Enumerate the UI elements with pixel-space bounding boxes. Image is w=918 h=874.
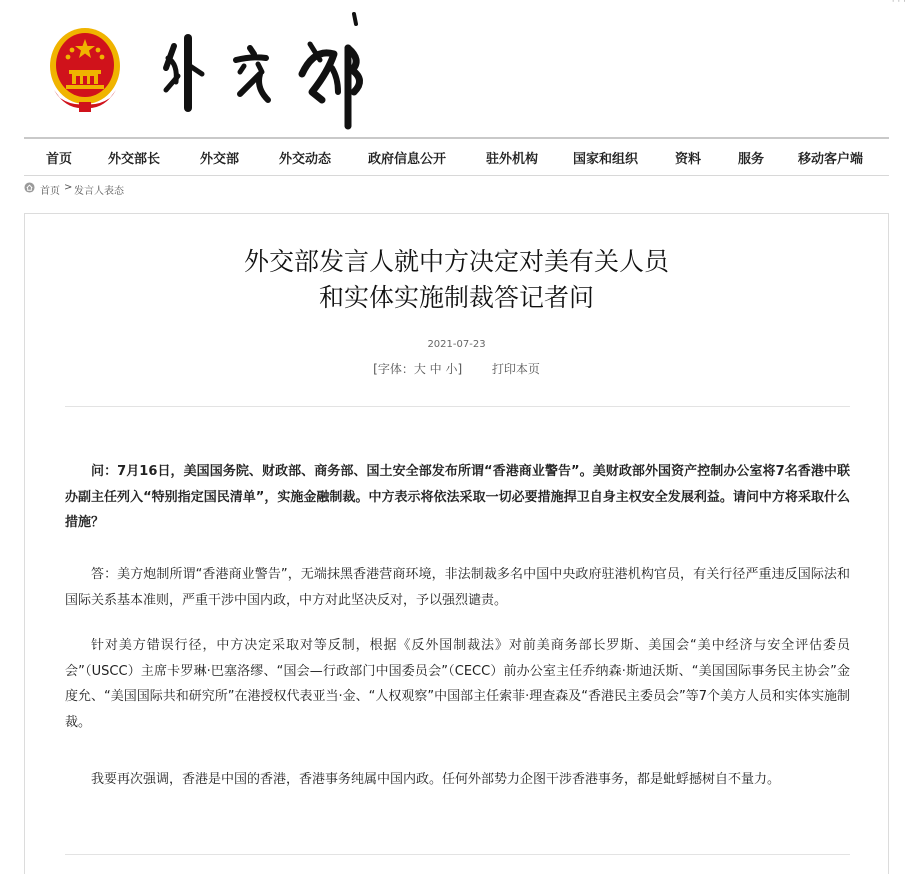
nav-item-gov-info[interactable]: 政府信息公开	[368, 152, 447, 167]
nav-item-diplomatic-news[interactable]: 外交动态	[279, 152, 332, 167]
article-title-line-2: 和实体实施制裁答记者问	[318, 283, 594, 312]
nav-item-home[interactable]: 首页	[46, 152, 73, 167]
site-name-text: 外交部	[152, 8, 155, 9]
article-answer-paragraph: 答：美方炮制所谓“香港商业警告”，无端抹黑香港营商环境，非法制裁多名中国中央政府驻港机构官员，有关行径严重违反国际法和国际关系基本准则，严重干涉中国内政，中方对此坚决反对，予以强烈谴责。	[65, 567, 850, 608]
divider-bottom	[65, 854, 850, 855]
top-utility-links[interactable]: · · ·	[891, 0, 906, 7]
nav-item-countries[interactable]: 国家和组织	[573, 152, 639, 167]
site-header	[0, 0, 918, 135]
article-countermeasure-paragraph: 针对美方错误行径，中方决定采取对等反制，根据《反外国制裁法》对前美商务部长罗斯、美国会“美中经济与安全评估委员会”（USCC）主席卡罗琳·巴塞洛缪、“国会—行政部门中国委员会”（CECC）前办公室主任乔纳森·斯迪沃斯、“美国国际事务民主协会”金度允、“美国国际共和研究所”在港授权代表亚当·金、“人权观察”中国部主任索菲·理查森及“香港民主委员会”等7个美方人员和实体实施制裁。	[65, 638, 850, 730]
article-title	[25, 244, 888, 316]
site-logo-calligraphy[interactable]	[152, 8, 402, 134]
nav-item-minister[interactable]: 外交部长	[108, 152, 161, 167]
nav-item-resources[interactable]: 资料	[675, 152, 702, 167]
calligraphy-logo-icon	[152, 8, 402, 134]
article-panel	[24, 213, 889, 874]
nav-item-mobile-client[interactable]: 移动客户端	[798, 152, 864, 167]
article-closing-paragraph: 我要再次强调，香港是中国的香港，香港事务纯属中国内政。任何外部势力企图干涉香港事务，都是蚍蜉撼树自不量力。	[91, 772, 781, 787]
article-title-line-1: 外交部发言人就中方决定对美有关人员	[243, 247, 669, 276]
article-date: 2021-07-23	[427, 339, 486, 350]
home-icon[interactable]	[24, 182, 35, 193]
breadcrumb-current-link[interactable]: 发言人表态	[74, 186, 124, 197]
article-tools	[25, 360, 888, 377]
breadcrumb-home-link[interactable]: 首页	[40, 186, 60, 197]
divider-top	[65, 406, 850, 407]
article-question-paragraph: 问：7月16日，美国国务院、财政部、商务部、国土安全部发布所谓“香港商业警告”。美财政部外国资产控制办公室将7名香港中联办副主任列入“特别指定国民清单”，实施金融制裁。中方表示将依法采取一切必要措施捍卫自身主权安全发展利益。请问中方将采取什么措施？	[65, 464, 850, 530]
nav-item-ministry[interactable]: 外交部	[200, 152, 240, 167]
print-page-link[interactable]: 打印本页	[491, 362, 540, 376]
nav-item-missions[interactable]: 驻外机构	[486, 152, 539, 167]
breadcrumb-separator: >	[64, 182, 73, 193]
nav-item-services[interactable]: 服务	[738, 152, 765, 167]
main-nav	[24, 137, 889, 176]
national-emblem-icon[interactable]	[46, 24, 124, 114]
font-size-switcher[interactable]: [字体：大 中 小]	[373, 362, 463, 376]
breadcrumb	[24, 180, 889, 200]
